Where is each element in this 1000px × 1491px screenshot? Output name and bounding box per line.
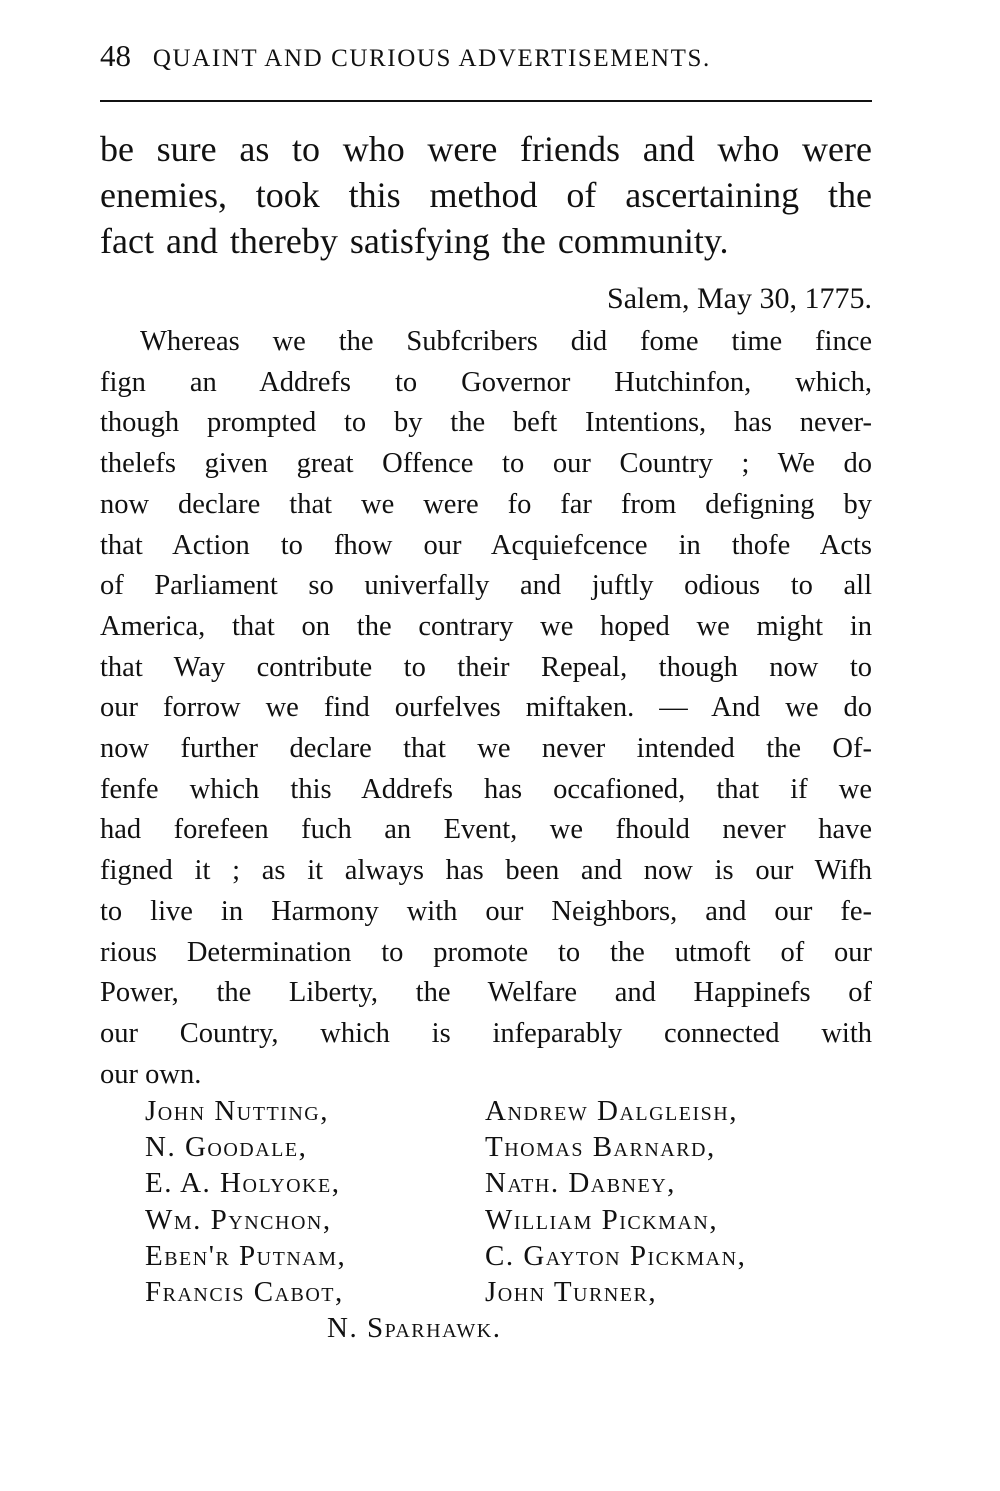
text-line: that Action to fhow our Acquiefcence in thofe Acts	[100, 529, 872, 561]
intro-line: fact and thereby satisfying the community.	[100, 221, 729, 261]
signature-name: Wm. Pynchon,	[145, 1203, 332, 1236]
text-line: Power, the Liberty, the Welfare and Happinefs of	[100, 977, 872, 1009]
intro-line: enemies, took this method of ascertaining the	[100, 175, 872, 215]
dateline: Salem, May 30, 1775.	[607, 282, 872, 315]
signature-name: William Pickman,	[485, 1203, 719, 1236]
text-line: figned it ; as it always has been and now is our Wifh	[100, 855, 872, 887]
text-line: fenfe which this Addrefs has occafioned, that if we	[100, 773, 872, 805]
text-line: that Way contribute to their Repeal, though now to	[100, 651, 872, 683]
signature-name: Thomas Barnard,	[485, 1131, 716, 1164]
advertisement-text	[100, 322, 872, 1095]
signature-row	[145, 1202, 885, 1238]
text-line: to live in Harmony with our Neighbors, and our fe-	[100, 895, 872, 927]
intro-paragraph	[100, 126, 872, 264]
intro-line: be sure as to who were friends and who were	[100, 129, 872, 169]
signature-name: Andrew Dalgleish,	[485, 1095, 738, 1127]
signature-name: John Turner,	[485, 1276, 658, 1309]
signature-name: Nath. Dabney,	[485, 1167, 676, 1200]
text-line: Whereas we the Subfcribers did fome time fince	[140, 326, 872, 357]
text-line: now further declare that we never intended the Of-	[100, 733, 872, 765]
text-line: thelefs given great Offence to our Country ; We do	[100, 448, 872, 480]
text-line: America, that on the contrary we hoped we might in	[100, 610, 872, 642]
header-rule	[100, 100, 872, 102]
text-line: had forefeen fuch an Event, we fhould never have	[100, 814, 872, 846]
signature-name: Francis Cabot,	[145, 1276, 344, 1309]
text-line: our forrow we find ourfelves miftaken. — And we do	[100, 692, 872, 724]
signature-row	[145, 1238, 885, 1274]
running-header	[100, 38, 872, 74]
signatures-block	[145, 1093, 885, 1346]
signature-row	[145, 1093, 885, 1129]
signature-final: N. Sparhawk.	[327, 1312, 502, 1345]
signature-name: John Nutting,	[145, 1095, 329, 1127]
signature-name: E. A. Holyoke,	[145, 1167, 341, 1200]
signature-row	[145, 1165, 885, 1201]
signature-name: C. Gayton Pickman,	[485, 1239, 747, 1272]
text-line: of Parliament so univerfally and juftly odious to all	[100, 570, 872, 602]
running-title: QUAINT AND CURIOUS ADVERTISEMENTS.	[152, 45, 711, 72]
signature-name: N. Goodale,	[145, 1131, 308, 1164]
text-line: fign an Addrefs to Governor Hutchinfon, which,	[100, 366, 872, 398]
signature-name: Eben'r Putnam,	[145, 1239, 347, 1272]
text-line: our Country, which is infeparably connected with	[100, 1017, 872, 1049]
signature-row	[145, 1274, 885, 1310]
text-line: though prompted to by the beft Intentions, has never-	[100, 407, 872, 439]
signature-row	[145, 1129, 885, 1165]
page-number: 48	[100, 38, 131, 73]
text-line: rious Determination to promote to the utmoft of our	[100, 936, 872, 968]
text-line: our own.	[100, 1058, 202, 1090]
text-line: now declare that we were fo far from defigning by	[100, 488, 872, 520]
